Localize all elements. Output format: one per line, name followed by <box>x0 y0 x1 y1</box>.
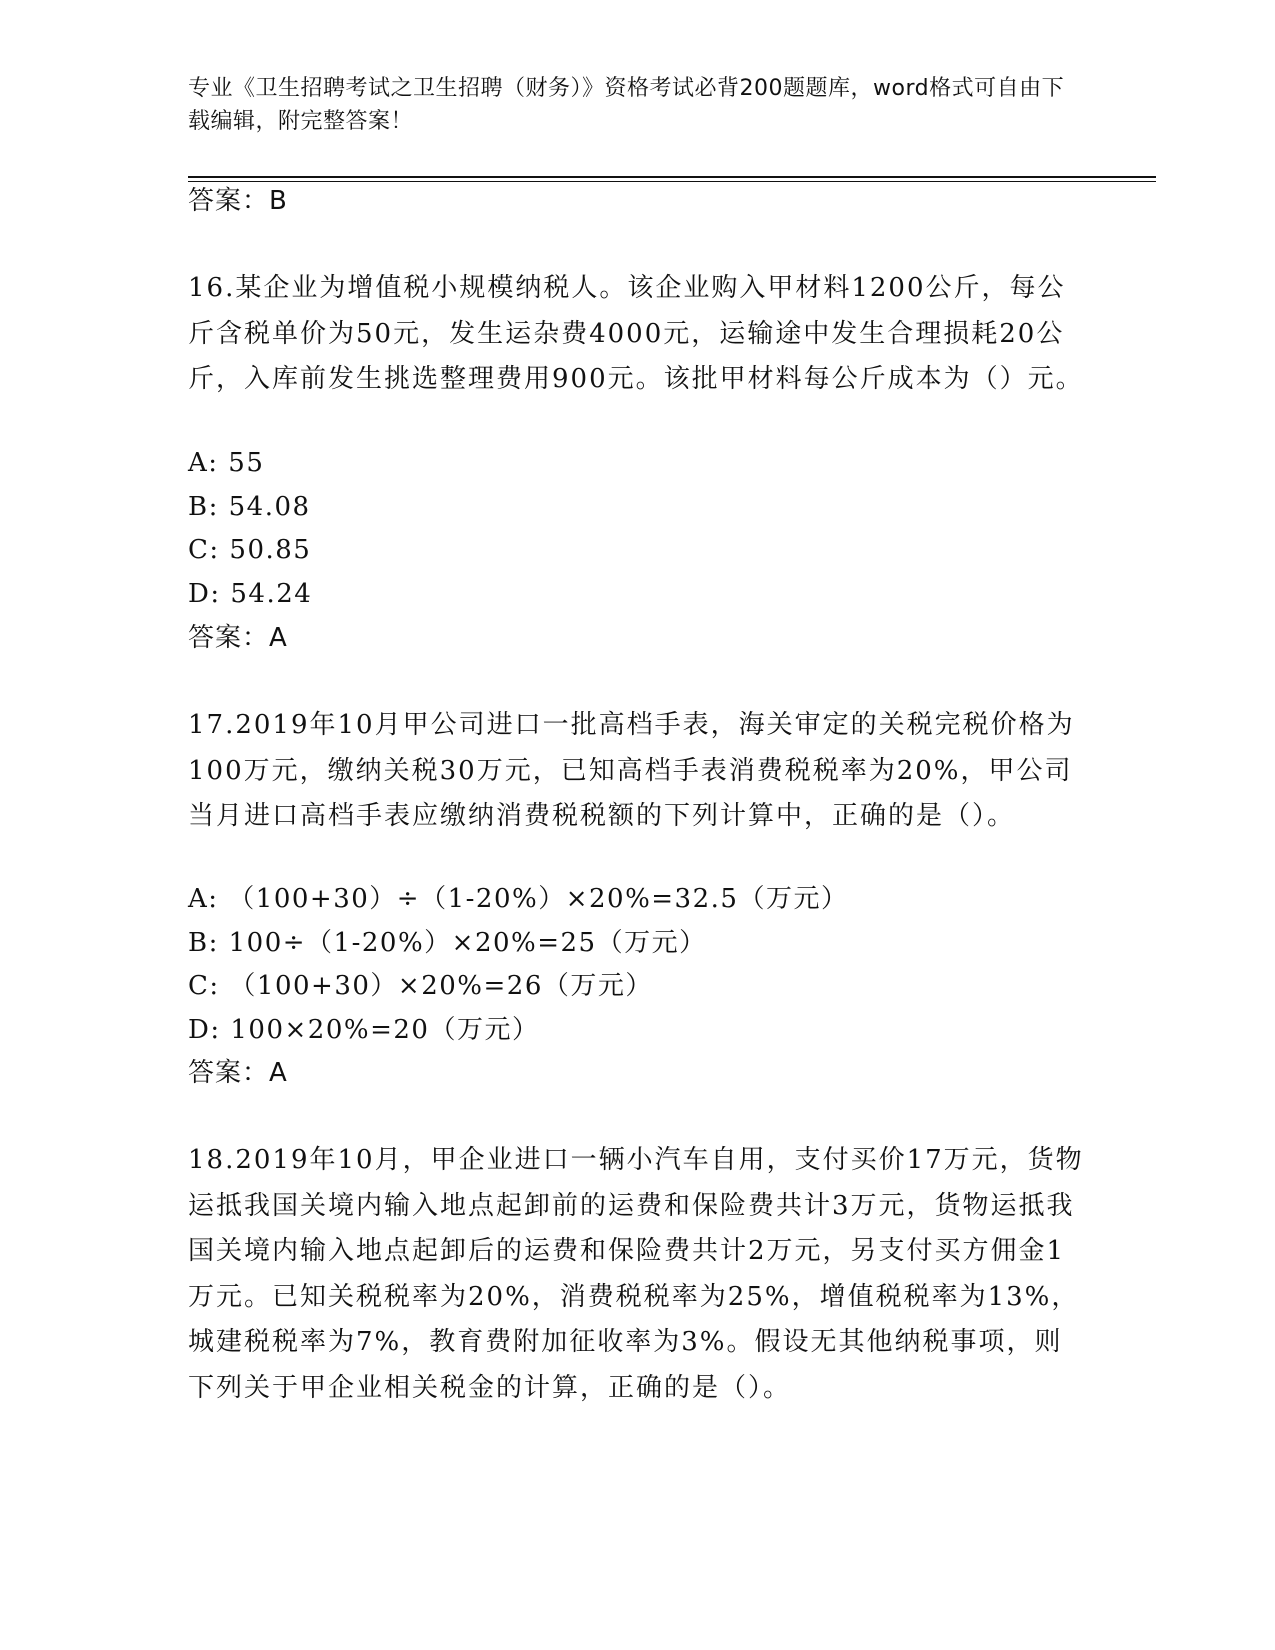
question-18-stem: 18.2019年10月，甲企业进口一辆小汽车自用，支付买价17万元，货物运抵我国关境内输入地点起卸前的运费和保险费共计3万元，货物运抵我国关境内输入地点起卸后的运费和保险费共计2万元，另支付买方佣金1万元。已知关税税率为20%，消费税税率为25%，增值税税率为13%，城建税税率为7%，教育费附加征收率为3%。假设无其他纳税事项，则下列关于甲企业相关税金的计算，正确的是（）。 <box>188 1145 1084 1403</box>
previous-answer: 答案：B <box>188 186 288 216</box>
question-17-option-a: A: （100+30）÷（1-20%）×20%=32.5（万元） <box>188 884 849 914</box>
question-16-option-c: C: 50.85 <box>188 535 312 565</box>
question-17-stem: 17.2019年10月甲公司进口一批高档手表，海关审定的关税完税价格为100万元，缴纳关税30万元，已知高档手表消费税税率为20%，甲公司当月进口高档手表应缴纳消费税税额的下列计算中，正确的是（）。 <box>188 710 1075 832</box>
question-16-option-a: A: 55 <box>188 448 265 478</box>
question-17-option-c: C: （100+30）×20%=26（万元） <box>188 971 653 1001</box>
header-divider-thin <box>188 181 1156 182</box>
question-16-stem: 16.某企业为增值税小规模纳税人。该企业购入甲材料1200公斤，每公斤含税单价为50元，发生运杂费4000元，运输途中发生合理损耗20公斤，入库前发生挑选整理费用900元。该批甲材料每公斤成本为（）元。 <box>188 273 1084 395</box>
question-16-option-d: D: 54.24 <box>188 579 313 609</box>
question-17-option-b: B: 100÷（1-20%）×20%=25（万元） <box>188 928 707 958</box>
document-header: 专业《卫生招聘考试之卫生招聘（财务）》资格考试必背200题题库，word格式可自由下载编辑，附完整答案！ <box>188 76 1065 134</box>
question-16-option-b: B: 54.08 <box>188 492 311 522</box>
question-16-answer: 答案：A <box>188 623 288 653</box>
question-17-option-d: D: 100×20%=20（万元） <box>188 1015 540 1045</box>
question-17-answer: 答案：A <box>188 1058 288 1088</box>
header-divider-thick <box>188 176 1156 178</box>
